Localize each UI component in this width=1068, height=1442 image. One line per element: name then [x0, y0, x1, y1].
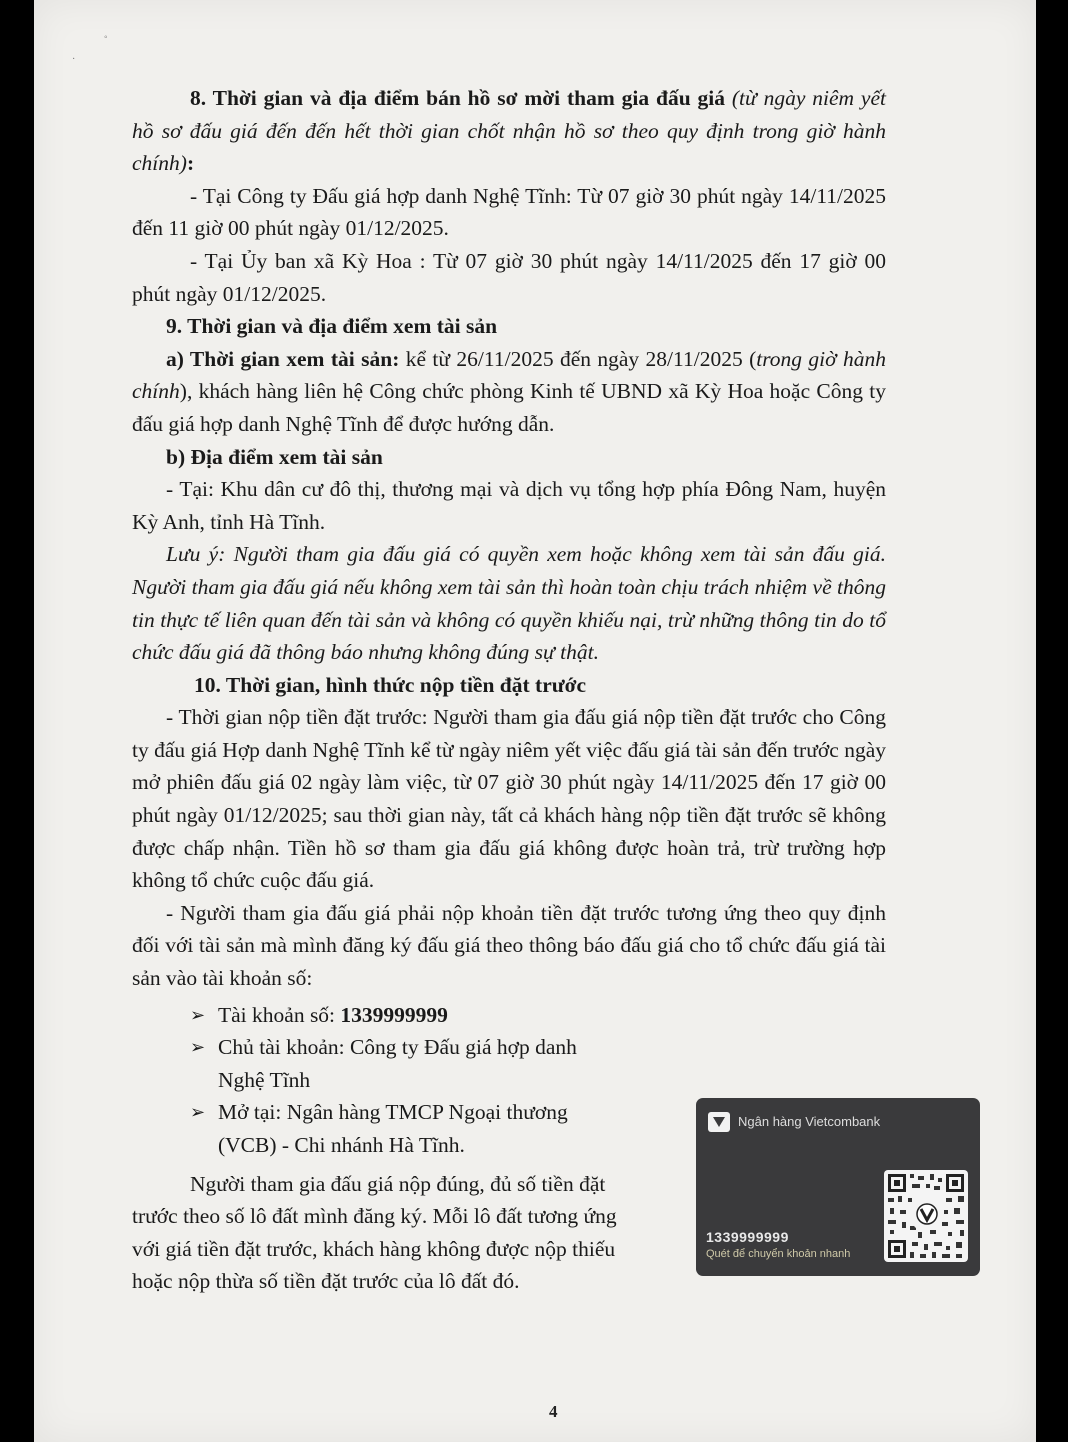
- section10-para2: - Người tham gia đấu giá phải nộp khoản tiền đặt trước tương ứng theo quy định đối với tài sản mà mình đăng ký đấu giá theo thông báo đấu giá cho tổ chức đấu giá tài sản vào tài khoản số:: [132, 900, 886, 991]
- page-number: 4: [549, 1402, 558, 1421]
- account-details-list: [188, 999, 608, 1162]
- account-number: 1339999999: [340, 1002, 448, 1027]
- section8-item1: - Tại Công ty Đấu giá hợp danh Nghệ Tĩnh: Từ 07 giờ 30 phút ngày 14/11/2025 đến 11 giờ 00 phút ngày 01/12/2025.: [132, 183, 886, 241]
- section9-heading: 9. Thời gian và địa điểm xem tài sản: [166, 314, 498, 339]
- section9-note: Lưu ý: Người tham gia đấu giá có quyền xem hoặc không xem tài sản đấu giá. Người tham gia đấu giá nếu không xem tài sản thì hoàn toàn chịu trách nhiệm về thông tin thực tế liên quan đến tài sản và không có quyền khiếu nại, trừ những thông tin do tổ chức đấu giá đã thông báo nhưng không đúng sự thật.: [132, 542, 886, 665]
- scan-speck: ◦: [104, 32, 108, 43]
- section9-b-heading: b) Địa điểm xem tài sản: [166, 444, 383, 469]
- qr-code-graphic: [884, 1170, 968, 1262]
- section9-a-text2: ), khách hàng liên hệ Công chức phòng Kinh tế UBND xã Kỳ Hoa hoặc Công ty đấu giá hợp danh Nghệ Tĩnh để được hướng dẫn.: [132, 379, 886, 436]
- bullet-label: Chủ tài khoản: Công ty Đấu giá hợp danh Nghệ Tĩnh: [218, 1035, 577, 1092]
- card-account-number: 1339999999: [706, 1229, 789, 1245]
- section10-para3: Người tham gia đấu giá nộp đúng, đủ số tiền đặt trước theo số lô đất mình đăng ký. Mỗi lô đất tương ứng với giá tiền đặt trước, khách hàng không được nộp thiếu hoặc nộp thừa số tiền đặt trước của lô đất đó.: [132, 1171, 617, 1294]
- section8-title: 8. Thời gian và địa điểm bán hồ sơ mời tham gia đấu giá: [190, 86, 726, 110]
- section8-item2: - Tại Ủy ban xã Kỳ Hoa : Từ 07 giờ 30 phút ngày 14/11/2025 đến 17 giờ 00 phút ngày 01/12/2025.: [132, 248, 886, 306]
- section8-note: (từ ngày niêm yết hồ sơ đấu giá đến đến hết thời gian chốt nhận hồ sơ theo quy định trong giờ hành chính): [132, 86, 886, 176]
- scan-speck: ·: [72, 54, 76, 65]
- bank-name: Ngân hàng Vietcombank: [738, 1114, 881, 1129]
- section9-a-italic: trong giờ hành chính: [132, 346, 887, 404]
- bullet-account-number: [188, 999, 608, 1032]
- bullet-label: Mở tại: Ngân hàng TMCP Ngoại thương (VCB) - Chi nhánh Hà Tĩnh.: [218, 1100, 568, 1157]
- section8-heading: [132, 82, 886, 180]
- arrow-bullet-icon: ➢: [190, 1004, 206, 1025]
- vietcombank-qr-card: [696, 1098, 980, 1276]
- arrow-bullet-icon: ➢: [190, 1102, 206, 1123]
- section10-heading: 10. Thời gian, hình thức nộp tiền đặt trước: [194, 672, 587, 697]
- card-hint: Quét để chuyển khoản nhanh: [706, 1248, 851, 1260]
- closing-paragraph-wrap: [132, 1168, 628, 1298]
- bullet-label: Tài khoản số:: [218, 1002, 341, 1027]
- section9-a-label: a) Thời gian xem tài sản:: [166, 346, 400, 371]
- qr-code-icon: [884, 1170, 968, 1262]
- bullet-bank-branch: [188, 1096, 608, 1161]
- section9-a: [132, 343, 886, 441]
- bullet-account-holder: [188, 1031, 608, 1096]
- section9-b-text: - Tại: Khu dân cư đô thị, thương mại và dịch vụ tổng hợp phía Đông Nam, huyện Kỳ Anh, tỉnh Hà Tĩnh.: [132, 477, 886, 534]
- arrow-bullet-icon: ➢: [190, 1037, 206, 1058]
- section9-a-text1: kể từ 26/11/2025 đến ngày 28/11/2025 (: [399, 346, 757, 371]
- section8-colon: :: [186, 151, 195, 176]
- vietcombank-logo-icon: [708, 1112, 730, 1132]
- section10-para1: - Thời gian nộp tiền đặt trước: Người tham gia đấu giá nộp tiền đặt trước cho Công ty đấu giá Hợp danh Nghệ Tĩnh kể từ ngày niêm yết việc đấu giá tài sản đến trước ngày mở phiên đấu giá 02 ngày làm việc, từ 07 giờ 30 phút ngày 14/11/2025 đến 17 giờ 00 phút ngày 01/12/2025; sau thời gian này, tất cả khách hàng nộp tiền đặt trước sẽ không được chấp nhận. Tiền hồ sơ tham gia đấu giá không được hoàn trả, trừ trường hợp không tổ chức cuộc đấu giá.: [132, 705, 886, 893]
